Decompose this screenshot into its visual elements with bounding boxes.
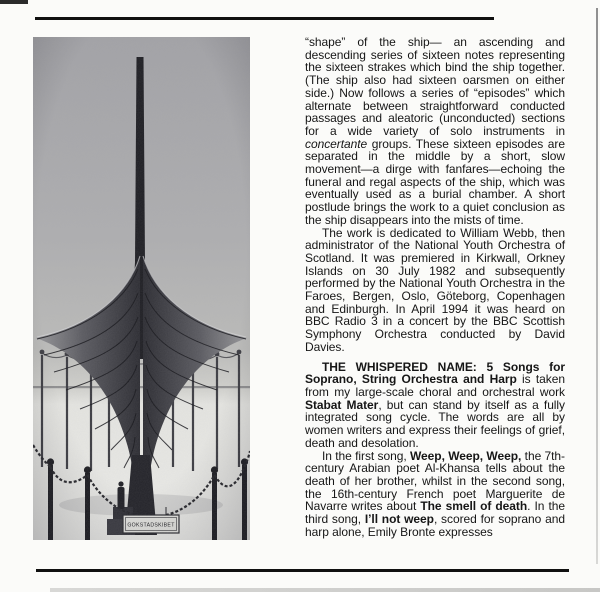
paragraph-first-song: In the first song, Weep, Weep, Weep, the 7th-century Arabian poet Al-Khansa tells about the death of her brother, whilst in the second song, the 16th-century French poet Marguerite de Navarre writes about The smell of death. In the third song, I’ll not weep, scored for soprano and harp alone, Emily Bronte expresses <box>305 448 566 539</box>
page-fold-line <box>596 8 598 564</box>
article-column <box>305 36 565 538</box>
bottom-rule <box>36 569 569 572</box>
paragraph-dedication: The work is dedicated to William Webb, then administrator of the National Youth Orchestra of Scotland. It was premiered in Kirkwall, Orkney Islands on 30 July 1982 and subsequently performed by the National Youth Orchestra in the Faroes, Bergen, Oslo, Göteborg, Copenhagen and Edinburgh. In April 1994 it was heard on BBC Radio 3 in a concert by the BBC Scottish Symphony Orchestra conducted by David Davies. <box>305 225 565 354</box>
paragraph-whispered-name: THE WHISPERED NAME: 5 Songs for Soprano, String Orchestra and Harp is taken from my large-scale choral and orchestral work Stabat Mater, but can stand by itself as a fully integrated song cycle. The words are all by women writers and express their feelings of grief, death and desolation. <box>305 359 565 450</box>
gokstad-ship-illustration <box>33 37 250 540</box>
top-rule <box>35 17 494 20</box>
photo-grain <box>33 37 250 540</box>
scan-bottom-edge <box>50 588 600 592</box>
ship-photo <box>33 37 250 540</box>
paragraph-shape-of-the-ship: “shape” of the ship— an ascending and descending series of sixteen notes representing the sixteen strakes which bind the ship together. (The ship also had sixteen oarsmen on either side.) Now follows a series of “episodes” which alternate between straightforward conducted passages and aleatoric (unconducted) sections for a wide variety of solo instruments in concertante groups. These sixteen episodes are separated in the middle by a short, slow movement—a dirge with fanfares—echoing the funeral and regal aspects of the ship, which was eventually used as a burial chamber. A short postlude brings the work to a quiet conclusion as the ship disappears into the mists of time. <box>305 35 565 227</box>
scan-corner-mark <box>0 0 28 4</box>
